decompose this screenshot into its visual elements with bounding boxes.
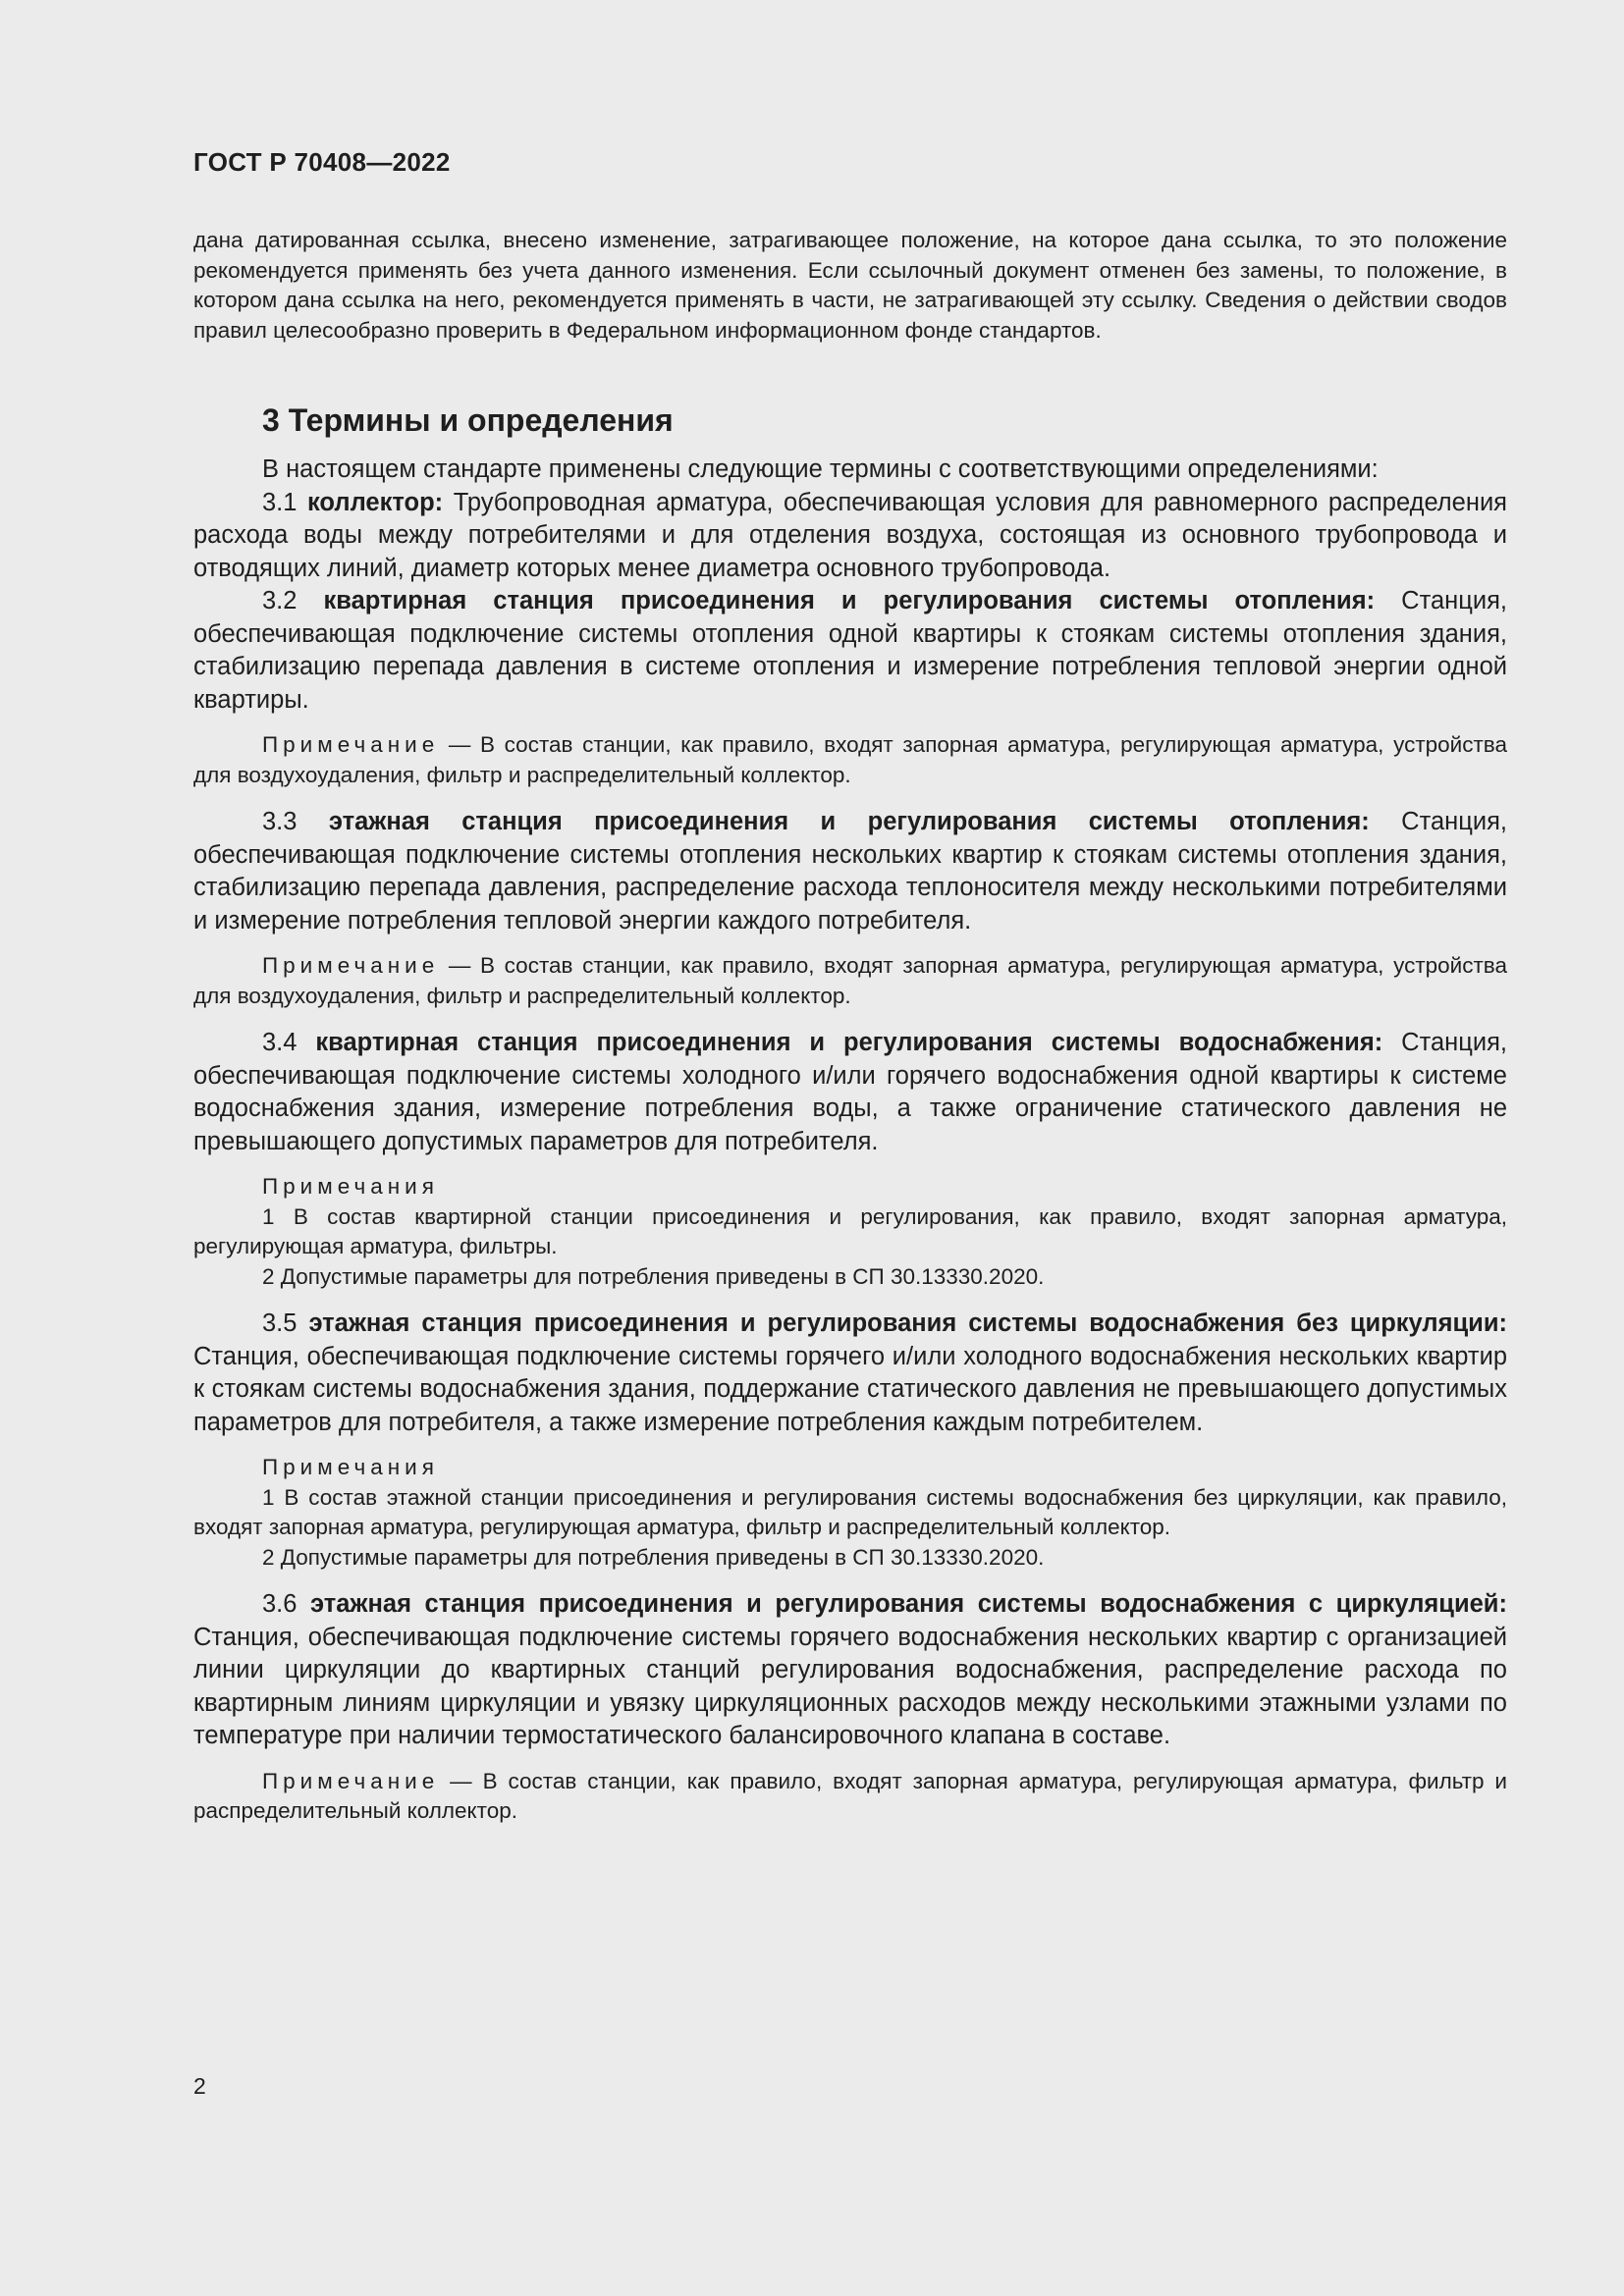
- term-definition: Станция, обеспечивающая подключение системы отопления одной квартиры к стоякам системы отопления здания, стабилизацию перепада давления в системе отопления и измерение потребления тепловой энергии одной квартиры.: [193, 587, 1507, 714]
- term-3-5: [193, 1308, 1507, 1439]
- notes-label: Примечания: [262, 1174, 439, 1199]
- term-3-4: [193, 1027, 1507, 1158]
- document-header: ГОСТ Р 70408—2022: [193, 147, 451, 177]
- term-name: этажная станция присоединения и регулирования системы отопления:: [328, 808, 1370, 835]
- page-number: 2: [193, 2073, 206, 2099]
- note-3-4-1: 1 В состав квартирной станции присоединения и регулирования, как правило, входят запорная арматура, регулирующая арматура, фильтры.: [193, 1203, 1507, 1258]
- term-3-1: [193, 487, 1507, 586]
- section-title: 3 Термины и определения: [262, 402, 674, 438]
- term-number: 3.4: [262, 1029, 316, 1056]
- term-name: квартирная станция присоединения и регулирования системы водоснабжения:: [315, 1029, 1383, 1056]
- note-dash: —: [439, 1768, 483, 1793]
- note-3-6: [193, 1767, 1507, 1827]
- note-text: В состав станции, как правило, входят запорная арматура, регулирующая арматура, фильтр и распределительный коллектор.: [193, 1768, 1507, 1823]
- note-3-3: [193, 951, 1507, 1011]
- page-content: [193, 226, 1507, 1827]
- term-name: коллектор:: [307, 488, 444, 516]
- term-number: 3.2: [262, 587, 324, 614]
- notes-label: Примечания: [262, 1455, 439, 1479]
- note-3-5-1: 1 В состав этажной станции присоединения и регулирования системы водоснабжения без циркуляции, как правило, входят запорная арматура, регулирующая арматура, фильтр и распределительный коллектор.: [193, 1484, 1507, 1539]
- term-number: 3.3: [262, 808, 329, 835]
- term-definition: Станция, обеспечивающая подключение системы отопления нескольких квартир к стоякам системы отопления здания, стабилизацию перепада давления, распределение расхода теплоносителя между несколькими потребителями и измерение потребления тепловой энергии каждого потребителя.: [193, 808, 1507, 934]
- section-lead: В настоящем стандарте применены следующие термины с соответствующими определениями:: [262, 455, 1379, 483]
- term-name: этажная станция присоединения и регулирования системы водоснабжения с циркуляцией:: [310, 1590, 1507, 1618]
- notes-heading-3-4: [193, 1172, 1507, 1202]
- term-name: этажная станция присоединения и регулирования системы водоснабжения без циркуляции:: [308, 1309, 1507, 1337]
- term-number: 3.5: [262, 1309, 309, 1337]
- term-3-2: [193, 585, 1507, 717]
- note-label: Примечание: [262, 1768, 440, 1793]
- term-definition: Трубопроводная арматура, обеспечивающая условия для равномерного распределения расхода воды между потребителями и для отделения воздуха, состоящая из основного трубопровода и отводящих линий, диаметр которых менее диаметра основного трубопровода.: [193, 488, 1507, 582]
- note-3-5-2: 2 Допустимые параметры для потребления приведены в СП 30.13330.2020.: [262, 1544, 1045, 1570]
- note-text: В состав станции, как правило, входят запорная арматура, регулирующая арматура, устройства для воздухоудаления, фильтр и распределительный коллектор.: [193, 732, 1507, 787]
- note-label: Примечание: [262, 953, 440, 978]
- term-number: 3.1: [262, 488, 307, 516]
- term-name: квартирная станция присоединения и регулирования системы отопления:: [323, 587, 1376, 614]
- term-number: 3.6: [262, 1590, 311, 1618]
- note-text: В состав станции, как правило, входят запорная арматура, регулирующая арматура, устройства для воздухоудаления, фильтр и распределительный коллектор.: [193, 953, 1507, 1008]
- note-label: Примечание: [262, 732, 440, 757]
- note-dash: —: [439, 953, 481, 978]
- note-3-4-2: 2 Допустимые параметры для потребления приведены в СП 30.13330.2020.: [262, 1263, 1045, 1289]
- term-3-3: [193, 806, 1507, 937]
- notes-heading-3-5: [193, 1453, 1507, 1483]
- intro-paragraph: дана датированная ссылка, внесено изменение, затрагивающее положение, на которое дана ссылка, то это положение рекомендуется применять без учета данного изменения. Если ссылочный документ отменен без замены, то положение, в котором дана ссылка на него, рекомендуется применять в части, не затрагивающей эту ссылку. Сведения о действии сводов правил целесообразно проверить в Федеральном информационном фонде стандартов.: [193, 228, 1507, 343]
- term-definition: Станция, обеспечивающая подключение системы горячего и/или холодного водоснабжения нескольких квартир к стоякам системы водоснабжения здания, поддержание статического давления не превышающего допустимых параметров для потребителя, а также измерение потребления каждым потребителем.: [193, 1342, 1507, 1436]
- note-3-2: [193, 730, 1507, 790]
- term-3-6: [193, 1588, 1507, 1753]
- note-dash: —: [439, 732, 481, 757]
- term-definition: Станция, обеспечивающая подключение системы горячего водоснабжения нескольких квартир с организацией линии циркуляции до квартирных станций регулирования водоснабжения, распределение расхода по квартирным линиям циркуляции и увязку циркуляционных расходов между несколькими этажными узлами по температуре при наличии термостатического балансировочного клапана в составе.: [193, 1623, 1507, 1749]
- term-definition: Станция, обеспечивающая подключение системы холодного и/или горячего водоснабжения одной квартиры к системе водоснабжения здания, измерение потребления воды, а также ограничение статического давления не превышающего допустимых параметров для потребителя.: [193, 1029, 1507, 1155]
